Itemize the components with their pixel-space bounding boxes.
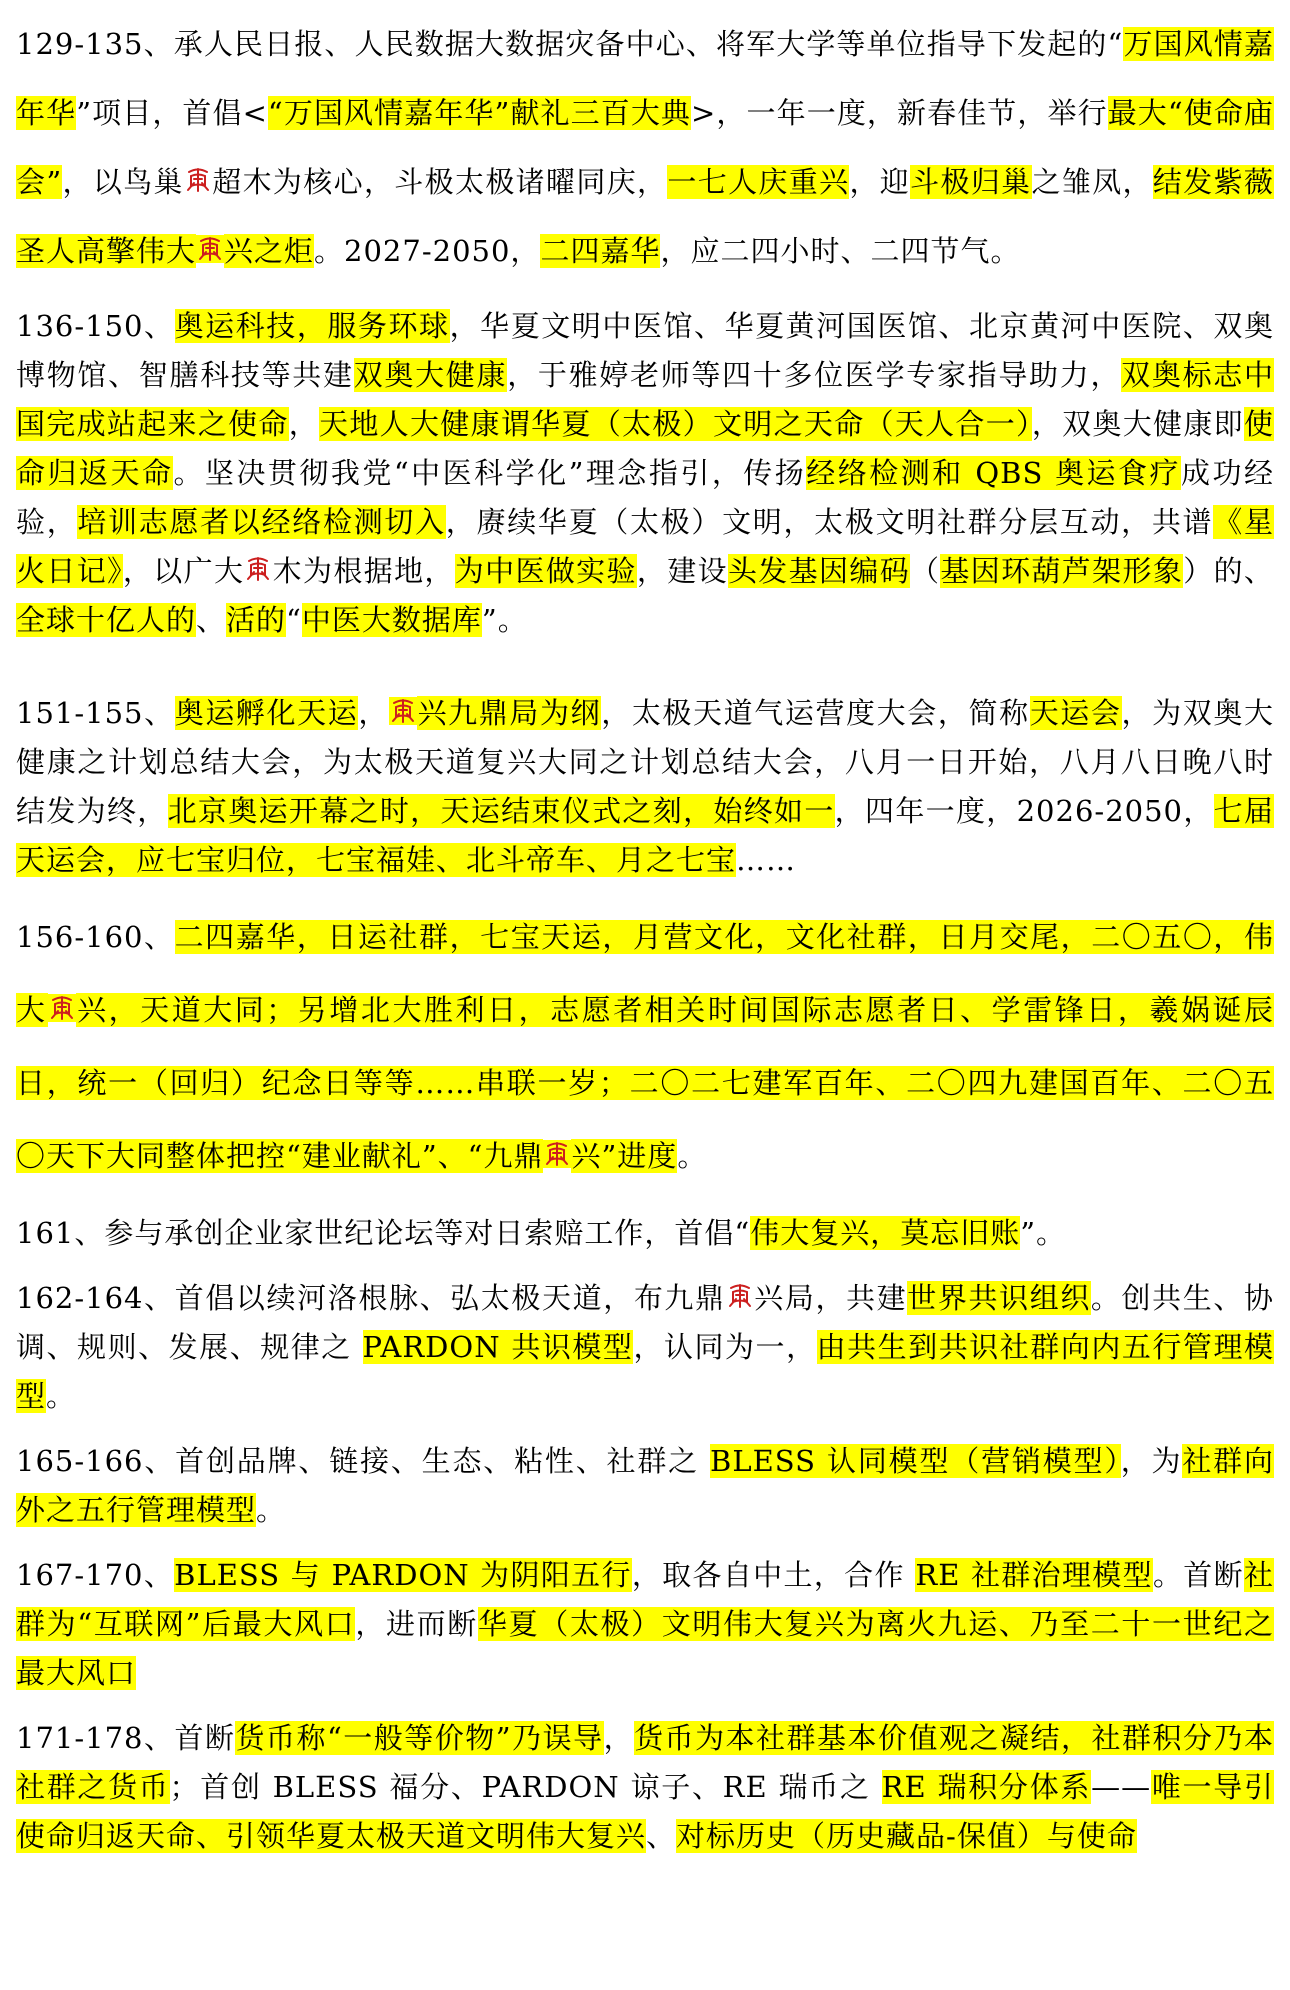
- red-seal-character-icon: [196, 235, 224, 263]
- text-run: ，取各自中土，合作: [631, 1558, 916, 1592]
- paragraph-p-171-178: [16, 1714, 1274, 1861]
- text-run: ，迎: [849, 165, 911, 199]
- paragraph-p-167-170: [16, 1551, 1274, 1698]
- highlighted-text: 头发基因编码: [727, 554, 911, 588]
- text-run: 167-170、: [16, 1558, 175, 1592]
- highlighted-text: 兴”进度: [571, 1139, 678, 1173]
- text-run: ，: [603, 1721, 635, 1755]
- highlighted-text: 伟大复兴，莫忘旧账: [750, 1216, 1021, 1250]
- highlighted-text: 使命归返天命: [16, 407, 1274, 490]
- text-run: ，于雅婷老师等四十多位医学专家指导助力，: [507, 358, 1122, 392]
- red-seal-character-icon: [543, 1140, 571, 1168]
- text-run: ；首创 BLESS 福分、PARDON 谅子、RE 瑞币之: [169, 1770, 882, 1804]
- text-run: 136-150、: [16, 309, 175, 343]
- highlighted-text: 双奥标志中国完成站起来之使命: [16, 358, 1274, 441]
- highlighted-text: 对标历史（历史藏品-保值）与使命: [676, 1819, 1137, 1853]
- text-run: ，太极天道气运营度大会，简称: [601, 696, 1030, 730]
- highlighted-text: 北京奥运开幕之时，天运结束仪式之刻，始终如一: [167, 794, 835, 828]
- text-run: 156-160、: [16, 920, 175, 954]
- text-run: 162-164、首倡以续河洛根脉、弘太极天道，布九鼎: [16, 1281, 726, 1315]
- text-run: 171-178、首断: [16, 1721, 236, 1755]
- highlighted-text: 结发紫薇圣人高擎伟大: [16, 165, 1274, 268]
- text-run: ——: [1091, 1770, 1152, 1804]
- highlighted-text: PARDON 共识模型: [362, 1330, 634, 1364]
- red-seal-character-icon: [48, 994, 76, 1022]
- paragraph-p-129-135: [16, 10, 1274, 286]
- text-run: 之雏凤，: [1031, 165, 1153, 199]
- paragraph-p-156-160: [16, 901, 1274, 1193]
- highlighted-text: 《星火日记》: [16, 505, 1274, 588]
- paragraph-p-136-150: [16, 302, 1274, 645]
- paragraph-p-165-166: [16, 1437, 1274, 1535]
- highlighted-text: 基因环葫芦架形象: [940, 554, 1184, 588]
- highlighted-text: 兴，天道大同；另增北大胜利日，志愿者相关时间国际志愿者日、学雷锋日，羲娲诞辰日，统一（回归）纪念日等等……串联一岁；二〇二七建军百年、二〇四九建国百年、二〇五〇天下大同整体把控“建业献礼”、“九鼎: [16, 993, 1274, 1173]
- highlighted-text: 天运会: [1029, 696, 1122, 730]
- text-run: 。坚决贯彻我党“中医科学化”理念指引，传扬: [173, 456, 807, 490]
- text-run: 。: [677, 1139, 708, 1173]
- highlighted-text: RE 瑞积分体系: [881, 1770, 1092, 1804]
- text-run: 、: [646, 1819, 677, 1853]
- highlighted-text: 七届天运会，应七宝归位，七宝福娃、北斗帝车、月之七宝: [16, 794, 1274, 877]
- text-run: 超木为核心，斗极太极诸曜同庆，: [211, 165, 668, 199]
- text-run: ，华夏文明中医馆、华夏黄河国医馆、北京黄河中医院、双奥博物馆、智膳科技等共建: [16, 309, 1274, 392]
- highlighted-text: 全球十亿人的: [16, 603, 197, 637]
- highlighted-text: 社群为“互联网”后最大风口: [16, 1558, 1274, 1641]
- highlighted-text: 二四嘉华: [540, 234, 661, 268]
- text-run: 161、参与承创企业家世纪论坛等对日索赔工作，首倡“: [16, 1216, 751, 1250]
- highlighted-text: 兴九鼎局为纲: [416, 696, 602, 730]
- paragraph-p-151-155: [16, 689, 1274, 885]
- text-run: ，: [358, 696, 389, 730]
- paragraph-p-162-164: [16, 1274, 1274, 1421]
- text-run: 129-135、承人民日报、人民数据大数据灾备中心、将军大学等单位指导下发起的“: [16, 27, 1124, 61]
- text-run: ，双奥大健康即: [1031, 407, 1244, 441]
- highlighted-text: 华夏（太极）文明伟大复兴为离火九运、乃至二十一世纪之最大风口: [16, 1607, 1274, 1690]
- highlighted-text: 二四嘉华，日运社群，七宝天运，月营文化，文化社群，日月交尾，二〇五〇，伟大: [16, 920, 1274, 1027]
- text-run: 165-166、首创品牌、链接、生态、粘性、社群之: [16, 1444, 711, 1478]
- highlighted-text: 为中医做实验: [454, 554, 637, 588]
- text-run: ，为双奥大健康之计划总结大会，为太极天道复兴大同之计划总结大会，八月一日开始，八月八日晚八时结发为终，: [16, 696, 1274, 828]
- text-run: 兴局，共建: [753, 1281, 908, 1315]
- text-run: 。创共生、协调、规则、发展、规律之: [16, 1281, 1274, 1364]
- highlighted-text: 一七人庆重兴: [667, 165, 850, 199]
- text-run: ，应二四小时、二四节气。: [660, 234, 1021, 268]
- highlighted-text: 中医大数据库: [301, 603, 482, 637]
- paragraph-p-161: [16, 1209, 1274, 1258]
- document-body: [16, 10, 1274, 1877]
- text-run: 。2027-2050，: [314, 234, 541, 268]
- text-run: ，: [288, 407, 320, 441]
- highlighted-text: 奥运孵化天运: [174, 696, 359, 730]
- highlighted-text: 经络检测和 QBS 奥运食疗: [806, 456, 1182, 490]
- highlighted-text: 货币称“一般等价物”乃误导: [235, 1721, 604, 1755]
- highlighted-text: BLESS 认同模型（营销模型）: [710, 1444, 1121, 1478]
- text-run: ……: [736, 843, 797, 877]
- text-run: ，赓续华夏（太极）文明，太极文明社群分层互动，共谱: [445, 505, 1214, 539]
- highlighted-text: 万国风情嘉年华: [16, 27, 1274, 130]
- text-run: 成功经验，: [16, 456, 1274, 539]
- text-run: ”项目，首倡<: [76, 96, 268, 130]
- text-run: 。首断: [1152, 1558, 1244, 1592]
- highlighted-text: 兴之炬: [224, 234, 315, 268]
- text-run: >，一年一度，新春佳节，举行: [691, 96, 1108, 130]
- highlighted-text: 最大“使命庙会”: [16, 96, 1274, 199]
- text-run: ）的、: [1183, 554, 1274, 588]
- highlighted-text: 奥运科技，服务环球: [174, 309, 450, 343]
- text-run: ”。: [481, 603, 528, 637]
- text-run: ，进而断: [355, 1607, 478, 1641]
- text-run: ，为: [1120, 1444, 1183, 1478]
- highlighted-text: 斗极归巢: [910, 165, 1032, 199]
- text-run: 、: [196, 603, 227, 637]
- highlighted-text: 世界共识组织: [907, 1281, 1091, 1315]
- red-seal-character-icon: [389, 697, 417, 725]
- text-run: 木为根据地，: [272, 554, 455, 588]
- highlighted-text: 社群向外之五行管理模型: [16, 1444, 1274, 1527]
- red-seal-character-icon: [726, 1282, 754, 1310]
- red-seal-character-icon: [184, 166, 212, 194]
- text-run: ”。: [1020, 1216, 1067, 1250]
- text-run: 。: [256, 1493, 287, 1527]
- text-run: 151-155、: [16, 696, 175, 730]
- text-run: ，建设: [636, 554, 728, 588]
- text-run: “: [286, 603, 302, 637]
- highlighted-text: “万国风情嘉年华”献礼三百大典: [267, 96, 692, 130]
- highlighted-text: 天地人大健康谓华夏（太极）文明之天命（天人合一）: [319, 407, 1032, 441]
- text-run: （: [910, 554, 941, 588]
- highlighted-text: 由共生到共识社群向内五行管理模型: [16, 1330, 1274, 1413]
- highlighted-text: 唯一导引使命归返天命、引领华夏太极天道文明伟大复兴: [16, 1770, 1274, 1853]
- highlighted-text: 货币为本社群基本价值观之凝结，社群积分乃本社群之货币: [16, 1721, 1274, 1804]
- highlighted-text: BLESS 与 PARDON 为阴阳五行: [174, 1558, 632, 1592]
- text-run: ，认同为一，: [633, 1330, 817, 1364]
- text-run: 。: [46, 1379, 77, 1413]
- highlighted-text: 培训志愿者以经络检测切入: [77, 505, 446, 539]
- red-seal-character-icon: [244, 555, 272, 583]
- text-run: ，以广大: [122, 554, 245, 588]
- highlighted-text: 双奥大健康: [353, 358, 508, 392]
- highlighted-text: 活的: [226, 603, 287, 637]
- text-run: ，四年一度，2026-2050，: [834, 794, 1214, 828]
- highlighted-text: RE 社群治理模型: [915, 1558, 1153, 1592]
- text-run: ，以鸟巢: [62, 165, 184, 199]
